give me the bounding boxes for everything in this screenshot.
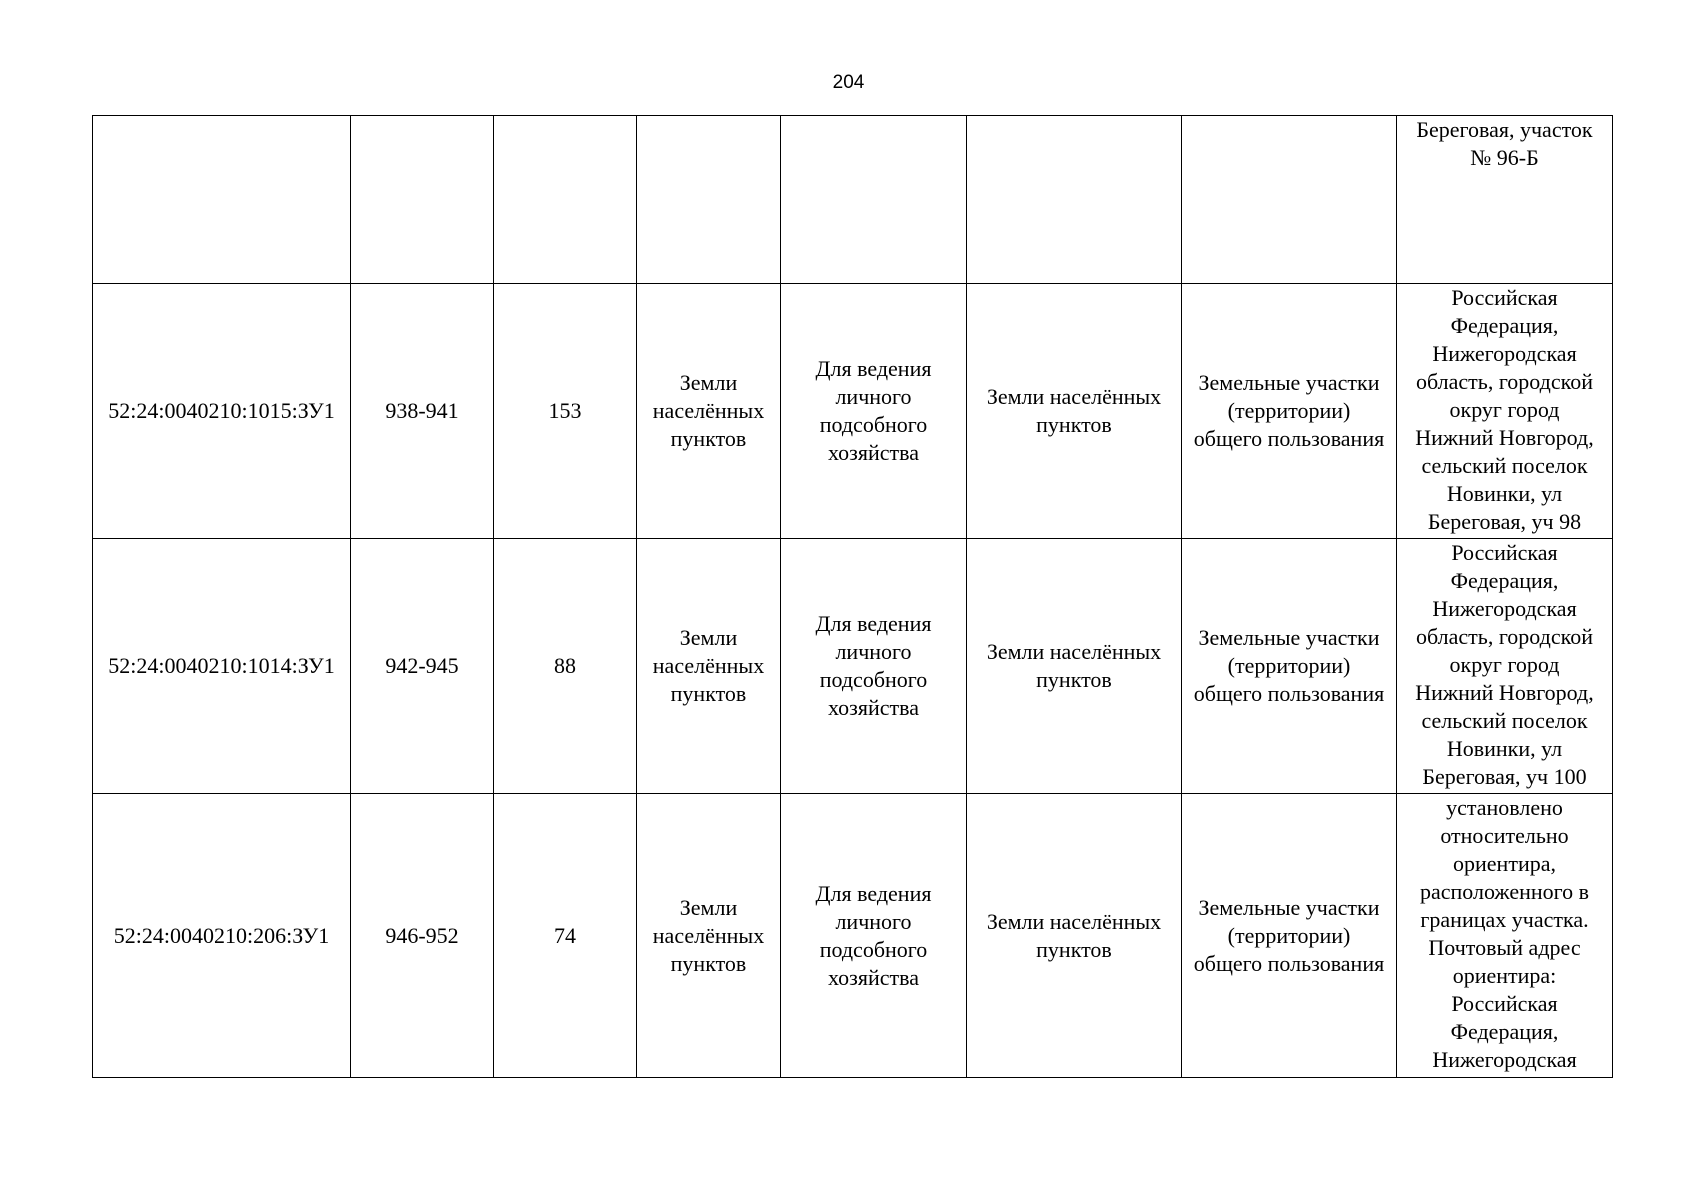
address-cell: Российская Федерация, Нижегородская область, городской округ город Нижний Новгород, сельский поселок Новинки, ул Береговая, уч 98 — [1397, 284, 1613, 539]
category-cell: Земли населённых пунктов — [637, 539, 781, 794]
permitted-use-cell: Для ведения личного подсобного хозяйства — [781, 794, 967, 1078]
table-row — [93, 284, 1613, 539]
category-cell — [637, 116, 781, 284]
page-number: 204 — [832, 72, 865, 93]
permitted-use-cell: Для ведения личного подсобного хозяйства — [781, 284, 967, 539]
category-cell: Земли населённых пунктов — [637, 794, 781, 1078]
points-cell: 946-952 — [351, 794, 494, 1078]
points-cell: 938-941 — [351, 284, 494, 539]
new-permitted-use-cell: Земельные участки (территории) общего пользования — [1182, 539, 1397, 794]
table-row — [93, 116, 1613, 284]
new-permitted-use-cell: Земельные участки (территории) общего пользования — [1182, 284, 1397, 539]
area-cell: 74 — [494, 794, 637, 1078]
category-cell: Земли населённых пунктов — [637, 284, 781, 539]
address-cell: установлено относительно ориентира, расположенного в границах участка. Почтовый адрес ориентира: Российская Федерация, Нижегородская — [1397, 794, 1613, 1078]
points-cell: 942-945 — [351, 539, 494, 794]
permitted-use-cell: Для ведения личного подсобного хозяйства — [781, 539, 967, 794]
address-cell: Российская Федерация, Нижегородская область, городской округ город Нижний Новгород, сельский поселок Новинки, ул Береговая, уч 100 — [1397, 539, 1613, 794]
address-cell: Береговая, участок № 96-Б — [1397, 116, 1613, 284]
new-permitted-use-cell: Земельные участки (территории) общего пользования — [1182, 794, 1397, 1078]
new-category-cell: Земли населённых пунктов — [967, 539, 1182, 794]
points-cell — [351, 116, 494, 284]
area-cell: 88 — [494, 539, 637, 794]
cadastral-number-cell — [93, 116, 351, 284]
new-category-cell: Земли населённых пунктов — [967, 284, 1182, 539]
area-cell: 153 — [494, 284, 637, 539]
table-row — [93, 794, 1613, 1078]
table-row — [93, 539, 1613, 794]
new-category-cell: Земли населённых пунктов — [967, 794, 1182, 1078]
area-cell — [494, 116, 637, 284]
cadastral-number-cell: 52:24:0040210:1015:ЗУ1 — [93, 284, 351, 539]
cadastral-number-cell: 52:24:0040210:206:ЗУ1 — [93, 794, 351, 1078]
permitted-use-cell — [781, 116, 967, 284]
new-permitted-use-cell — [1182, 116, 1397, 284]
cadastral-number-cell: 52:24:0040210:1014:ЗУ1 — [93, 539, 351, 794]
new-category-cell — [967, 116, 1182, 284]
land-plots-table — [92, 115, 1613, 1078]
